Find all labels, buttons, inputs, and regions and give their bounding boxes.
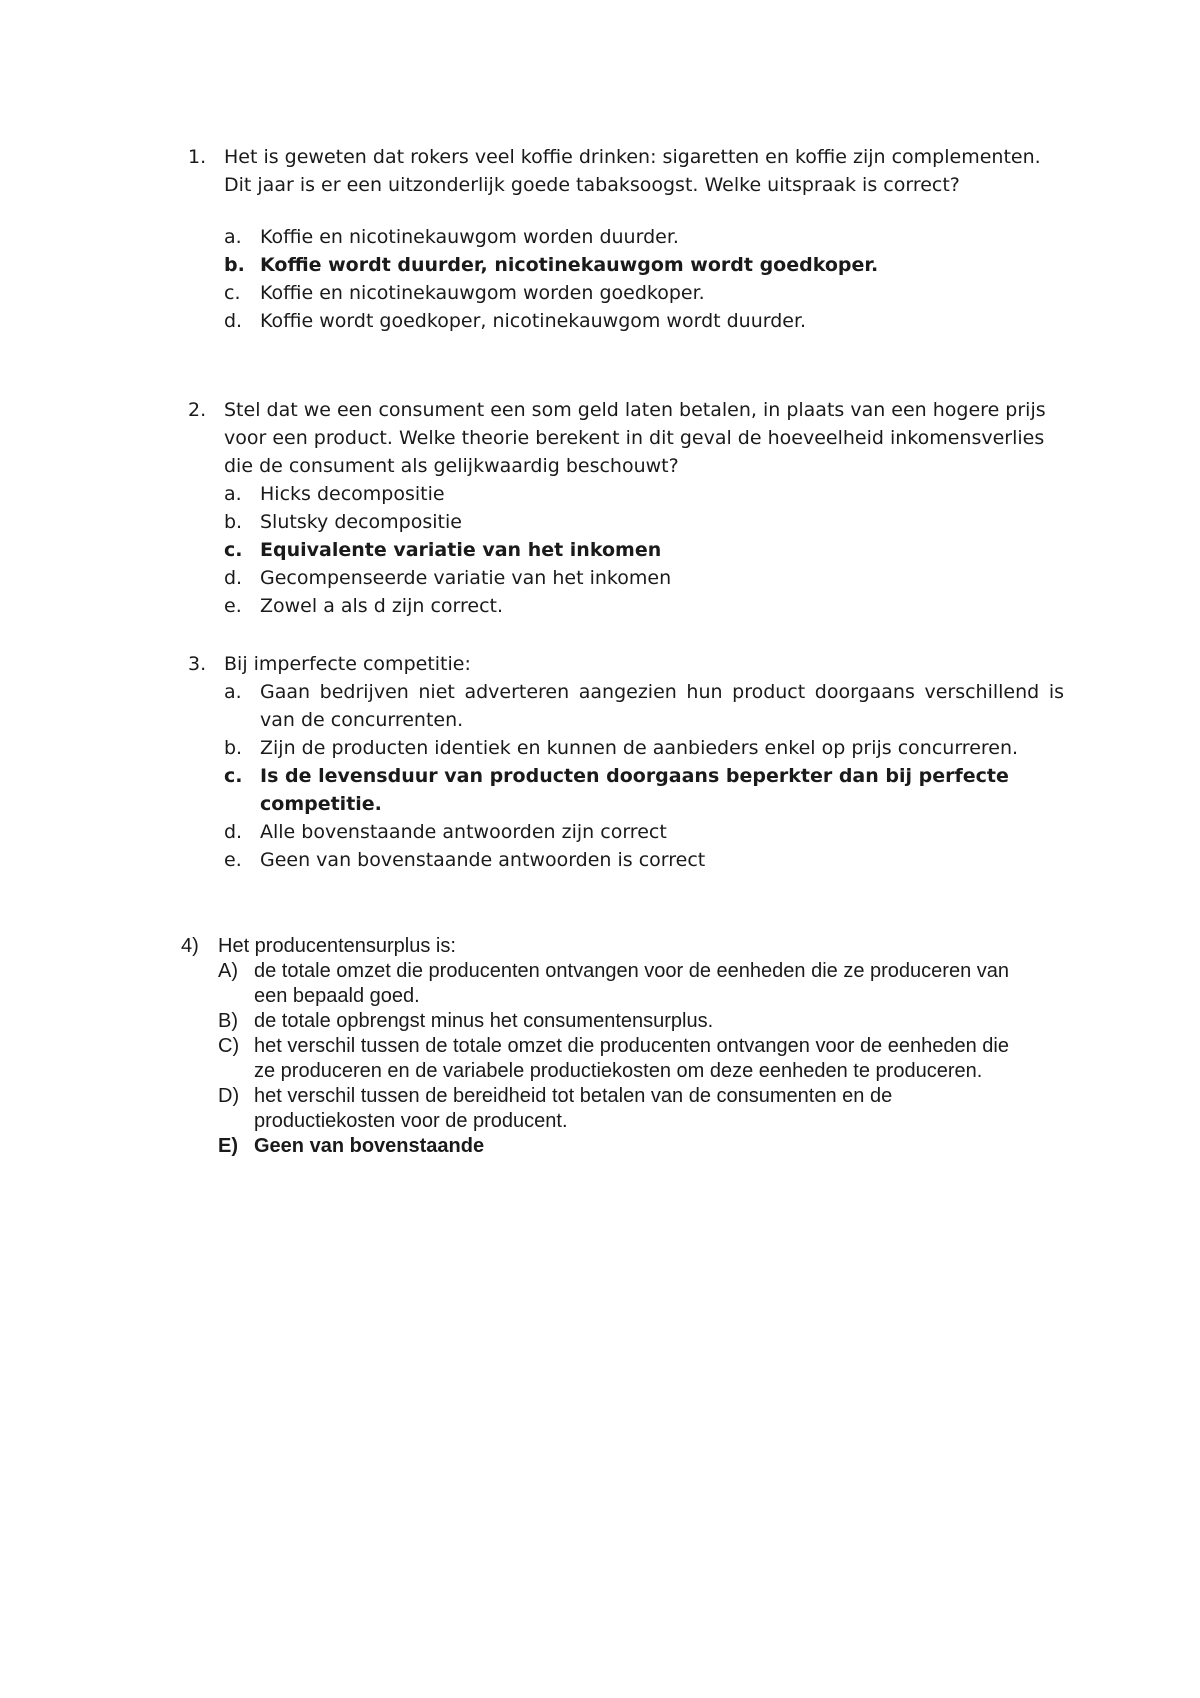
question-2: [0, 396, 1200, 620]
answer-option-3b: [0, 734, 1200, 762]
option-text: het verschil tussen de bereidheid tot betalen van de consumenten en de productiekosten voor de producent.: [254, 1085, 893, 1132]
option-letter: b.: [224, 511, 243, 533]
option-text: Koffie wordt duurder, nicotinekauwgom wordt goedkoper.: [260, 254, 879, 276]
question-text: Het producentensurplus is:: [218, 935, 456, 957]
option-text: Koffie en nicotinekauwgom worden goedkoper.: [260, 282, 705, 304]
answer-option-1d: [0, 307, 1200, 335]
option-text: Gecompenseerde variatie van het inkomen: [260, 567, 672, 589]
answer-option-3a: [0, 678, 1200, 734]
answer-option-1b-correct: [0, 251, 1200, 279]
option-letter: C): [218, 1035, 240, 1057]
option-text: Equivalente variatie van het inkomen: [260, 539, 662, 561]
question-1: [0, 143, 1200, 335]
option-text: Koffie en nicotinekauwgom worden duurder.: [260, 226, 679, 248]
option-letter: B): [218, 1010, 238, 1032]
answer-option-2e: [0, 592, 1200, 620]
answer-option-4c: [0, 1034, 1200, 1084]
option-letter: e.: [224, 849, 242, 871]
question-number: 3.: [188, 653, 207, 675]
answer-option-2a: [0, 480, 1200, 508]
option-text: het verschil tussen de totale omzet die producenten ontvangen voor de eenheden die ze produceren en de variabele productiekosten om deze eenheden te produceren.: [254, 1035, 1009, 1082]
question-number: 4): [181, 935, 199, 957]
answer-option-4b: [0, 1009, 1200, 1034]
option-letter: c.: [224, 765, 243, 787]
option-text: Koffie wordt goedkoper, nicotinekauwgom wordt duurder.: [260, 310, 807, 332]
option-letter: a.: [224, 483, 242, 505]
question-text: Bij imperfecte competitie:: [224, 653, 471, 675]
option-letter: d.: [224, 821, 243, 843]
answer-option-1c: [0, 279, 1200, 307]
answer-option-3c-correct: [0, 762, 1200, 818]
answer-option-1a: [0, 223, 1200, 251]
answer-option-4d: [0, 1084, 1200, 1134]
option-text: Is de levensduur van producten doorgaans beperkter dan bij perfecte competitie.: [260, 765, 1009, 815]
question-number: 1.: [188, 146, 207, 168]
option-letter: e.: [224, 595, 242, 617]
question-3: [0, 650, 1200, 874]
question-4: [0, 934, 1200, 1159]
option-letter: E): [218, 1135, 238, 1157]
answer-option-2c-correct: [0, 536, 1200, 564]
answer-option-4e-correct: [0, 1134, 1200, 1159]
option-letter: A): [218, 960, 238, 982]
question-text: Het is geweten dat rokers veel koffie drinken: sigaretten en koffie zijn complementen. Dit jaar is er een uitzonderlijk goede tabaksoogst. Welke uitspraak is correct?: [224, 146, 1041, 196]
option-text: de totale opbrengst minus het consumentensurplus.: [254, 1010, 714, 1032]
option-letter: b.: [224, 254, 245, 276]
option-letter: a.: [224, 226, 242, 248]
answer-option-2b: [0, 508, 1200, 536]
option-text: Zowel a als d zijn correct.: [260, 595, 504, 617]
option-letter: c.: [224, 282, 241, 304]
option-letter: D): [218, 1085, 240, 1107]
option-text: Gaan bedrijven niet adverteren aangezien hun product doorgaans verschillend is van de concurrenten.: [260, 681, 1064, 731]
option-text: Geen van bovenstaande antwoorden is correct: [260, 849, 706, 871]
option-text: Geen van bovenstaande: [254, 1135, 485, 1157]
option-text: de totale omzet die producenten ontvangen voor de eenheden die ze produceren van een bepaald goed.: [254, 960, 1009, 1007]
answer-option-3e: [0, 846, 1200, 874]
option-text: Zijn de producten identiek en kunnen de aanbieders enkel op prijs concurreren.: [260, 737, 1019, 759]
answer-option-4a: [0, 959, 1200, 1009]
question-number: 2.: [188, 399, 207, 421]
answer-option-3d: [0, 818, 1200, 846]
option-letter: a.: [224, 681, 242, 703]
option-text: Hicks decompositie: [260, 483, 445, 505]
option-letter: c.: [224, 539, 243, 561]
question-text: Stel dat we een consument een som geld laten betalen, in plaats van een hogere prijs voor een product. Welke theorie berekent in dit geval de hoeveelheid inkomensverlies die de consument als gelijkwaardig beschouwt?: [224, 399, 1046, 477]
option-letter: d.: [224, 310, 243, 332]
answer-option-2d: [0, 564, 1200, 592]
option-letter: d.: [224, 567, 243, 589]
option-text: Alle bovenstaande antwoorden zijn correct: [260, 821, 667, 843]
option-text: Slutsky decompositie: [260, 511, 462, 533]
option-letter: b.: [224, 737, 243, 759]
